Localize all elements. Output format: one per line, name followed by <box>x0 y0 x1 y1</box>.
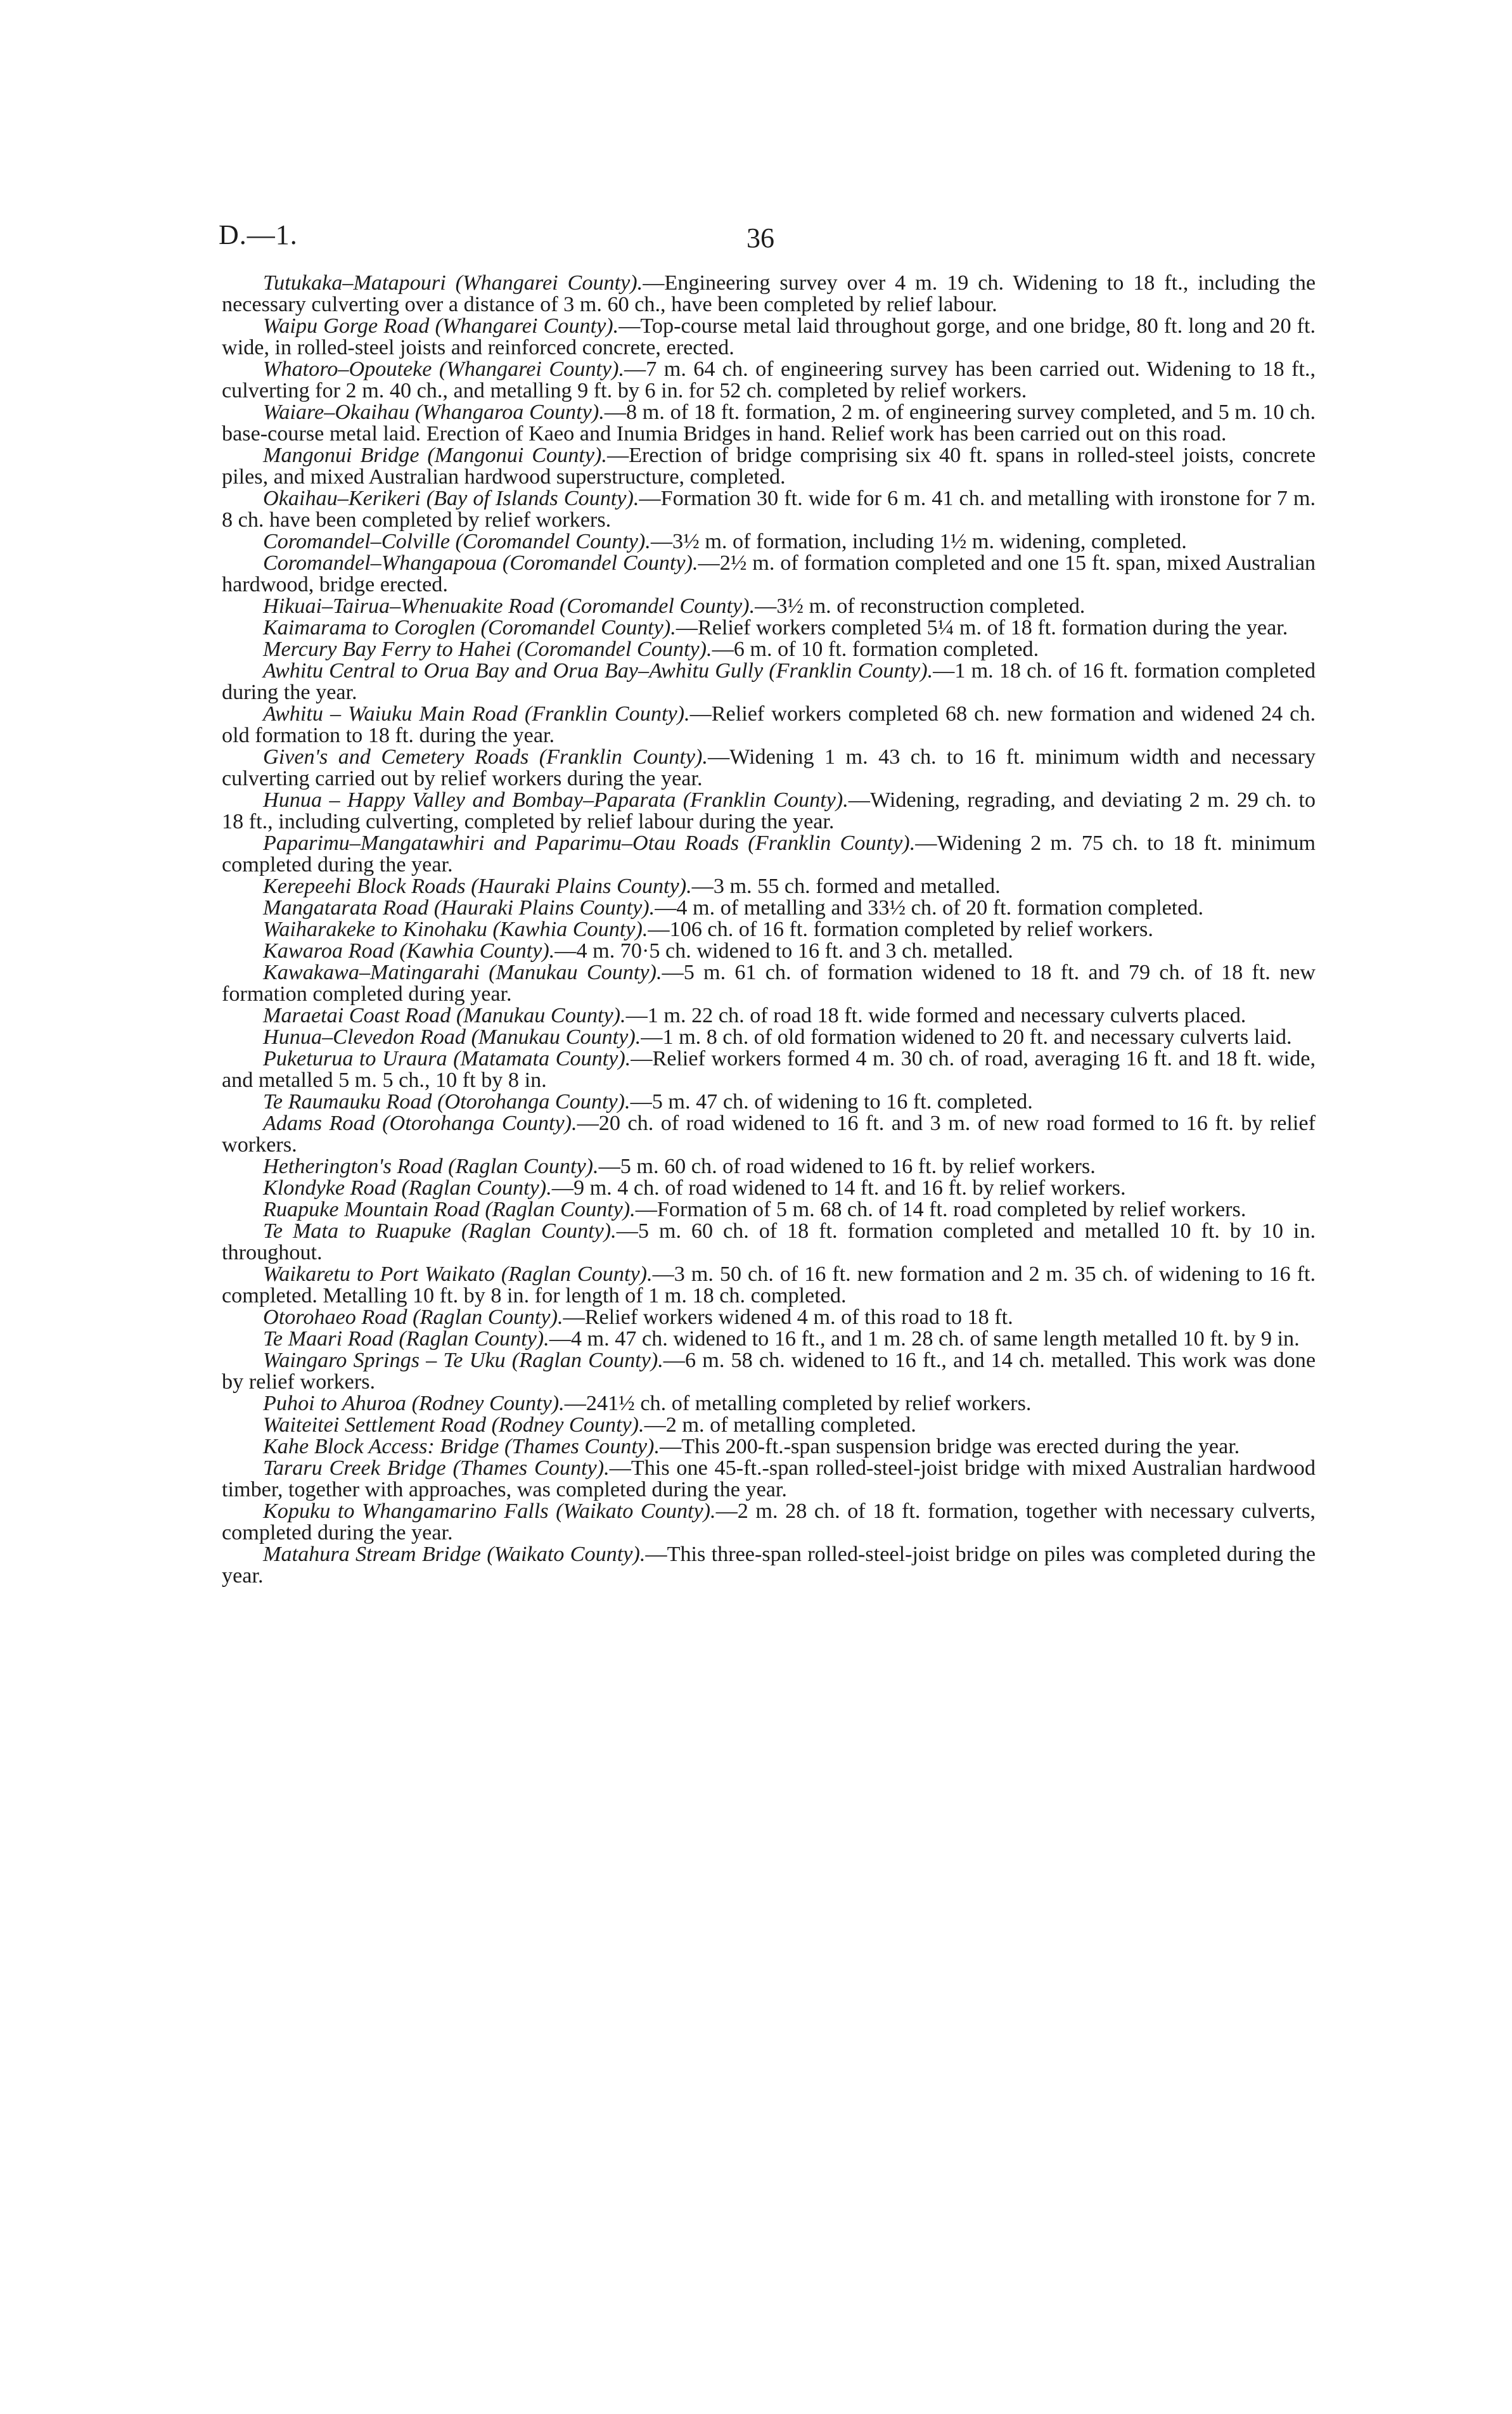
road-entry-title: Kaimarama to Coroglen (Coromandel County). <box>263 616 676 639</box>
road-entry-text: —1 m. 22 ch. of road 18 ft. wide formed and necessary culverts placed. <box>625 1004 1246 1027</box>
road-entry <box>222 402 1316 445</box>
road-entry-title: Waikaretu to Port Waikato (Raglan County). <box>263 1262 653 1286</box>
road-entry-text: —3 m. 50 ch. of 16 ft. new formation and 2 m. 35 ch. of widening to 16 ft. completed. Metalling 10 ft. by 8 in. for length of 1 m. 18 ch. completed. <box>222 1262 1316 1307</box>
road-entry-title: Okaihau–Kerikeri (Bay of Islands County). <box>263 487 639 510</box>
road-entry-title: Kopuku to Whangamarino Falls (Waikato County). <box>263 1499 716 1523</box>
road-entry <box>222 919 1316 941</box>
road-entry-text: —This three-span rolled-steel-joist bridge on piles was completed during the year. <box>222 1543 1316 1588</box>
road-entry-text: —Widening, regrading, and deviating 2 m. 29 ch. to 18 ft., including culverting, completed by relief labour during the year. <box>222 788 1316 833</box>
road-entry-title: Mangatarata Road (Hauraki Plains County). <box>263 896 655 920</box>
road-entry <box>222 1221 1316 1264</box>
road-entry <box>222 1156 1316 1178</box>
road-entry-text: —241½ ch. of metalling completed by relief workers. <box>564 1392 1032 1415</box>
road-entry <box>222 1350 1316 1393</box>
road-entry-text: —6 m. 58 ch. widened to 16 ft., and 14 ch. metalled. This work was done by relief workers. <box>222 1349 1316 1394</box>
road-entry <box>222 1544 1316 1587</box>
road-entry <box>222 897 1316 919</box>
road-entry-text: —Widening 1 m. 43 ch. to 16 ft. minimum width and necessary culverting carried out by relief workers during the year. <box>222 745 1316 790</box>
road-entry <box>222 639 1316 660</box>
road-entry-text: —5 m. 60 ch. of 18 ft. formation completed and metalled 10 ft. by 10 in. throughout. <box>222 1219 1316 1264</box>
road-entry <box>222 1048 1316 1091</box>
road-entry-title: Coromandel–Colville (Coromandel County). <box>263 530 651 553</box>
road-entry-title: Hetherington's Road (Raglan County). <box>263 1155 599 1178</box>
road-entry-title: Waiharakeke to Kinohaku (Kawhia County). <box>263 918 648 941</box>
road-entry <box>222 1436 1316 1458</box>
road-entry <box>222 553 1316 596</box>
road-entry-title: Hunua – Happy Valley and Bombay–Paparata (Franklin County). <box>263 788 849 812</box>
road-entry-text: —Formation of 5 m. 68 ch. of 14 ft. road completed by relief workers. <box>635 1198 1246 1221</box>
road-entry-title: Puketurua to Uraura (Matamata County). <box>263 1047 631 1070</box>
road-entry-title: Otorohaeo Road (Raglan County). <box>263 1306 563 1329</box>
road-entry-text: —This 200-ft.-span suspension bridge was erected during the year. <box>660 1435 1240 1458</box>
road-entry-text: —1 m. 8 ch. of old formation widened to 20 ft. and necessary culverts laid. <box>641 1025 1292 1049</box>
road-entry-title: Whatoro–Opouteke (Whangarei County). <box>263 357 625 381</box>
road-entry-text: —Relief workers completed 5¼ m. of 18 ft. formation during the year. <box>676 616 1288 639</box>
road-entry-text: —4 m. 70·5 ch. widened to 16 ft. and 3 ch. metalled. <box>554 939 1013 963</box>
road-entry-text: —2½ m. of formation completed and one 15 ft. span, mixed Australian hardwood, bridge erected. <box>222 551 1316 596</box>
road-entry <box>222 1393 1316 1415</box>
road-entry <box>222 1458 1316 1501</box>
road-entry-text: —2 m. of metalling completed. <box>644 1413 916 1437</box>
road-entry-title: Given's and Cemetery Roads (Franklin County). <box>263 745 708 769</box>
road-entry <box>222 703 1316 747</box>
document-reference: D.—1. <box>219 219 298 250</box>
road-entry <box>222 790 1316 833</box>
road-entry-text: —9 m. 4 ch. of road widened to 14 ft. and 16 ft. by relief workers. <box>551 1176 1126 1200</box>
road-entry <box>222 1199 1316 1221</box>
road-entry-text: —106 ch. of 16 ft. formation completed by relief workers. <box>648 918 1153 941</box>
road-entry-title: Waipu Gorge Road (Whangarei County). <box>263 314 619 338</box>
road-entry <box>222 1005 1316 1027</box>
road-entry-text: —5 m. 47 ch. of widening to 16 ft. completed. <box>630 1090 1033 1114</box>
road-entry <box>222 359 1316 402</box>
road-entry-title: Waiare–Okaihau (Whangaroa County). <box>263 401 605 424</box>
road-entry-title: Awhitu – Waiuku Main Road (Franklin County). <box>263 702 690 726</box>
road-entry-title: Te Raumauku Road (Otorohanga County). <box>263 1090 631 1114</box>
road-entry-title: Coromandel–Whangapoua (Coromandel County). <box>263 551 698 575</box>
road-entry <box>222 596 1316 617</box>
road-entry-title: Kahe Block Access: Bridge (Thames County). <box>263 1435 660 1458</box>
road-entry <box>222 1178 1316 1199</box>
road-entry-title: Maraetai Coast Road (Manukau County). <box>263 1004 626 1027</box>
road-entry <box>222 1091 1316 1113</box>
road-entry-text: —Relief workers widened 4 m. of this road to 18 ft. <box>563 1306 1013 1329</box>
road-entry-text: —5 m. 61 ch. of formation widened to 18 ft. and 79 ch. of 18 ft. new formation completed during year. <box>222 961 1316 1006</box>
road-entry <box>222 833 1316 876</box>
road-entry <box>222 941 1316 962</box>
road-entry-title: Hikuai–Tairua–Whenuakite Road (Coromandel County). <box>263 594 755 618</box>
report-body <box>222 273 1316 1587</box>
road-entry-title: Kawakawa–Matingarahi (Manukau County). <box>263 961 662 984</box>
road-entry-text: —Relief workers formed 4 m. 30 ch. of road, averaging 16 ft. and 18 ft. wide, and metalled 5 m. 5 ch., 10 ft by 8 in. <box>222 1047 1316 1092</box>
road-entry <box>222 1027 1316 1048</box>
road-entry <box>222 1501 1316 1544</box>
road-entry <box>222 488 1316 531</box>
road-entry <box>222 1328 1316 1350</box>
road-entry <box>222 660 1316 703</box>
road-entry-title: Ruapuke Mountain Road (Raglan County). <box>263 1198 636 1221</box>
road-entry <box>222 962 1316 1005</box>
road-entry-title: Mercury Bay Ferry to Hahei (Coromandel County). <box>263 638 712 661</box>
road-entry-title: Awhitu Central to Orua Bay and Orua Bay–Awhitu Gully (Franklin County). <box>263 659 933 683</box>
road-entry <box>222 273 1316 316</box>
road-entry <box>222 1264 1316 1307</box>
road-entry-text: —20 ch. of road widened to 16 ft. and 3 m. of new road formed to 16 ft. by relief workers. <box>222 1112 1316 1157</box>
road-entry <box>222 445 1316 488</box>
page-number: 36 <box>746 222 774 254</box>
road-entry-text: —6 m. of 10 ft. formation completed. <box>712 638 1039 661</box>
road-entry-text: —Relief workers completed 68 ch. new formation and widened 24 ch. old formation to 18 ft. during the year. <box>222 702 1316 747</box>
road-entry-title: Waiteitei Settlement Road (Rodney County). <box>263 1413 644 1437</box>
road-entry-text: —4 m. of metalling and 33½ ch. of 20 ft. formation completed. <box>655 896 1204 920</box>
road-entry <box>222 747 1316 790</box>
road-entry-title: Tutukaka–Matapouri (Whangarei County). <box>263 271 643 295</box>
road-entry-text: —Formation 30 ft. wide for 6 m. 41 ch. and metalling with ironstone for 7 m. 8 ch. have been completed by relief workers. <box>222 487 1316 532</box>
road-entry <box>222 1307 1316 1328</box>
road-entry-title: Paparimu–Mangatawhiri and Paparimu–Otau Roads (Franklin County). <box>263 831 916 855</box>
road-entry-title: Adams Road (Otorohanga County). <box>263 1112 577 1135</box>
road-entry-title: Waingaro Springs – Te Uku (Raglan County). <box>263 1349 663 1372</box>
road-entry-title: Tararu Creek Bridge (Thames County). <box>263 1456 610 1480</box>
road-entry-text: —Erection of bridge comprising six 40 ft. spans in rolled-steel joists, concrete piles, and mixed Australian hardwood superstructure, completed. <box>222 444 1316 489</box>
road-entry <box>222 876 1316 897</box>
road-entry-text: —This one 45-ft.-span rolled-steel-joist bridge with mixed Australian hardwood timber, together with approaches, was completed during the year. <box>222 1456 1316 1501</box>
road-entry <box>222 531 1316 553</box>
road-entry-text: —7 m. 64 ch. of engineering survey has been carried out. Widening to 18 ft., culverting for 2 m. 40 ch., and metalling 9 ft. by 6 in. for 52 ch. completed by relief workers. <box>222 357 1316 402</box>
road-entry-text: —2 m. 28 ch. of 18 ft. formation, together with necessary culverts, completed during the year. <box>222 1499 1316 1544</box>
road-entry-title: Klondyke Road (Raglan County). <box>263 1176 552 1200</box>
road-entry-text: —Widening 2 m. 75 ch. to 18 ft. minimum completed during the year. <box>222 831 1316 876</box>
road-entry <box>222 1113 1316 1156</box>
road-entry-text: —Top-course metal laid throughout gorge, and one bridge, 80 ft. long and 20 ft. wide, in rolled-steel joists and reinforced concrete, erected. <box>222 314 1316 359</box>
road-entry-title: Puhoi to Ahuroa (Rodney County). <box>263 1392 565 1415</box>
road-entry-text: —3 m. 55 ch. formed and metalled. <box>691 875 1001 898</box>
road-entry-title: Hunua–Clevedon Road (Manukau County). <box>263 1025 641 1049</box>
road-entry <box>222 617 1316 639</box>
road-entry-title: Te Maari Road (Raglan County). <box>263 1327 549 1351</box>
road-entry <box>222 316 1316 359</box>
road-entry-title: Kawaroa Road (Kawhia County). <box>263 939 555 963</box>
road-entry <box>222 1415 1316 1436</box>
road-entry-text: —Engineering survey over 4 m. 19 ch. Widening to 18 ft., including the necessary culverting over a distance of 3 m. 60 ch., have been completed by relief labour. <box>222 271 1316 316</box>
road-entry-text: —4 m. 47 ch. widened to 16 ft., and 1 m. 28 ch. of same length metalled 10 ft. by 9 in. <box>549 1327 1300 1351</box>
road-entry-title: Matahura Stream Bridge (Waikato County). <box>263 1543 646 1566</box>
road-entry-text: —8 m. of 18 ft. formation, 2 m. of engineering survey completed, and 5 m. 10 ch. base-course metal laid. Erection of Kaeo and Inumia Bridges in hand. Relief work has been carried out on this road. <box>222 401 1316 446</box>
road-entry-title: Te Mata to Ruapuke (Raglan County). <box>263 1219 617 1243</box>
road-entry-title: Mangonui Bridge (Mangonui County). <box>263 444 607 467</box>
road-entry-text: —3½ m. of formation, including 1½ m. widening, completed. <box>650 530 1187 553</box>
road-entry-text: —1 m. 18 ch. of 16 ft. formation completed during the year. <box>222 659 1316 704</box>
road-entry-text: —3½ m. of reconstruction completed. <box>755 594 1086 618</box>
road-entry-title: Kerepeehi Block Roads (Hauraki Plains County). <box>263 875 692 898</box>
road-entry-text: —5 m. 60 ch. of road widened to 16 ft. by relief workers. <box>598 1155 1096 1178</box>
